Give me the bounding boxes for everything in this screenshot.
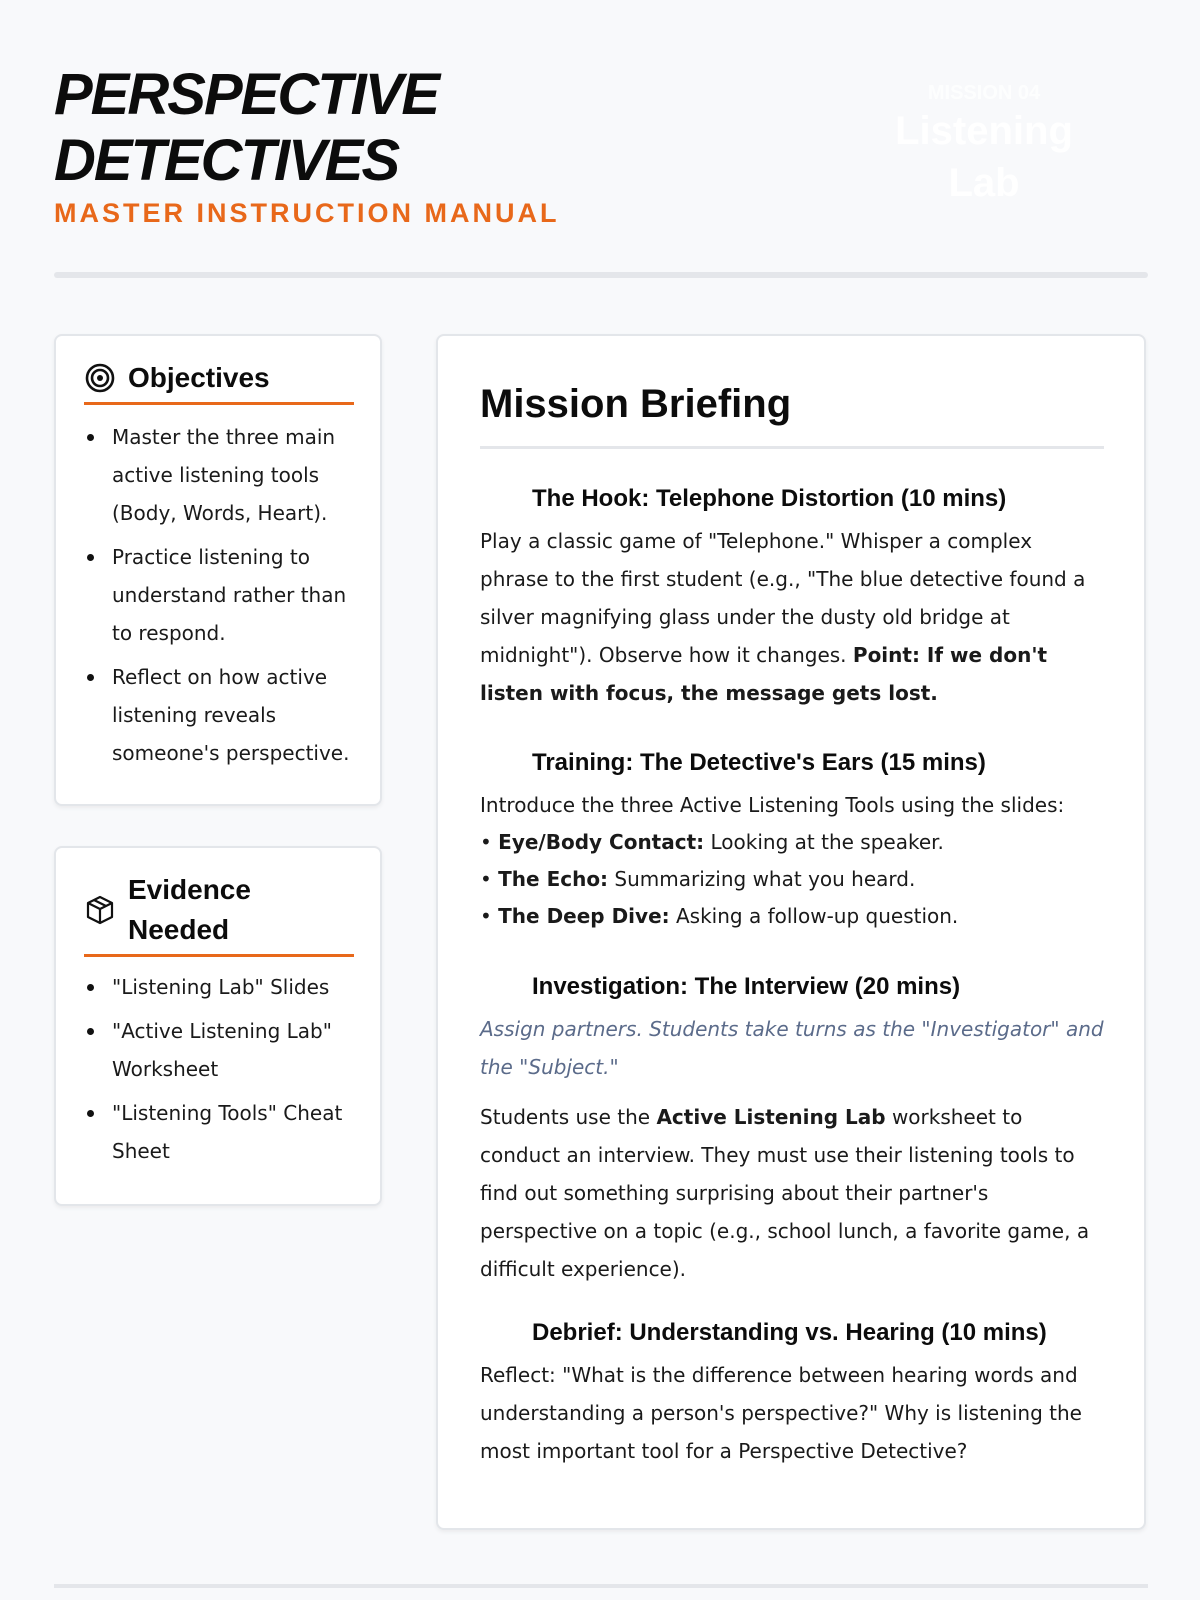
list-item: Practice listening to understand rather than to respond. [84,538,354,652]
investigation-text: Students use the Active Listening Lab worksheet to conduct an interview. They must use their listening tools to find out something surprising about their partner's perspective on a topic (e.g., school lunch, a favorite game, a difficult experience). [480,1105,1090,1281]
list-item: Reflect on how active listening reveals someone's perspective. [84,658,354,772]
mission-title: Listening Lab [895,109,1073,205]
evidence-card [54,846,382,1206]
mission-badge [884,82,1084,209]
target-icon [84,362,116,394]
list-item: "Listening Tools" Cheat Sheet [84,1094,354,1170]
evidence-list [84,968,354,1176]
objectives-list [84,418,354,778]
training-intro: Introduce the three Active Listening Tools using the slides: [480,793,1065,817]
list-item: "Listening Lab" Slides [84,968,354,1006]
page-header [54,62,1148,240]
training-section [480,746,1104,935]
list-item: • The Echo: Summarizing what you heard. [480,867,916,891]
debrief-section [480,1316,1104,1470]
training-heading: Training: The Detective's Ears (15 mins) [532,749,986,776]
objectives-header [84,358,354,405]
hook-point: Point: If we don't listen with focus, the message gets lost. [480,643,1048,705]
list-item: • The Deep Dive: Asking a follow-up question. [480,904,959,928]
evidence-title: Evidence Needed [128,874,251,945]
investigation-heading: Investigation: The Interview (20 mins) [532,973,961,1000]
mission-briefing-card [436,334,1146,1530]
list-item: • Eye/Body Contact: Looking at the speaker. [480,830,944,854]
mission-number: MISSION 04 [927,82,1041,104]
investigation-section [480,970,1104,1288]
mission-briefing-title: Mission Briefing [480,376,1104,449]
page-subtitle: MASTER INSTRUCTION MANUAL [54,198,560,228]
objectives-card [54,334,382,806]
debrief-text: Reflect: "What is the difference between hearing words and understanding a person's perspective?" Why is listening the most important tool for a Perspective Detective? [480,1363,1082,1463]
evidence-header [84,870,354,957]
hook-section [480,482,1104,712]
box-icon [84,894,116,926]
header-divider [54,272,1148,278]
list-item: Master the three main active listening tools (Body, Words, Heart). [84,418,354,532]
list-item: "Active Listening Lab" Worksheet [84,1012,354,1088]
tools-list [480,824,1104,935]
hook-heading: The Hook: Telephone Distortion (10 mins) [532,485,1007,512]
page-title: PERSPECTIVE DETECTIVES [54,62,439,193]
footer-divider [54,1584,1148,1588]
debrief-heading: Debrief: Understanding vs. Hearing (10 mins) [532,1319,1047,1346]
objectives-title: Objectives [128,362,270,393]
hook-text: Play a classic game of "Telephone." Whisper a complex phrase to the first student (e.g., "The blue detective found a silver magnifying glass under the dusty old bridge at midnight"). Observe how it changes. Point: If we don't listen with focus, the message gets lost. [480,529,1086,705]
investigation-note: Assign partners. Students take turns as the "Investigator" and the "Subject." [480,1017,1104,1079]
